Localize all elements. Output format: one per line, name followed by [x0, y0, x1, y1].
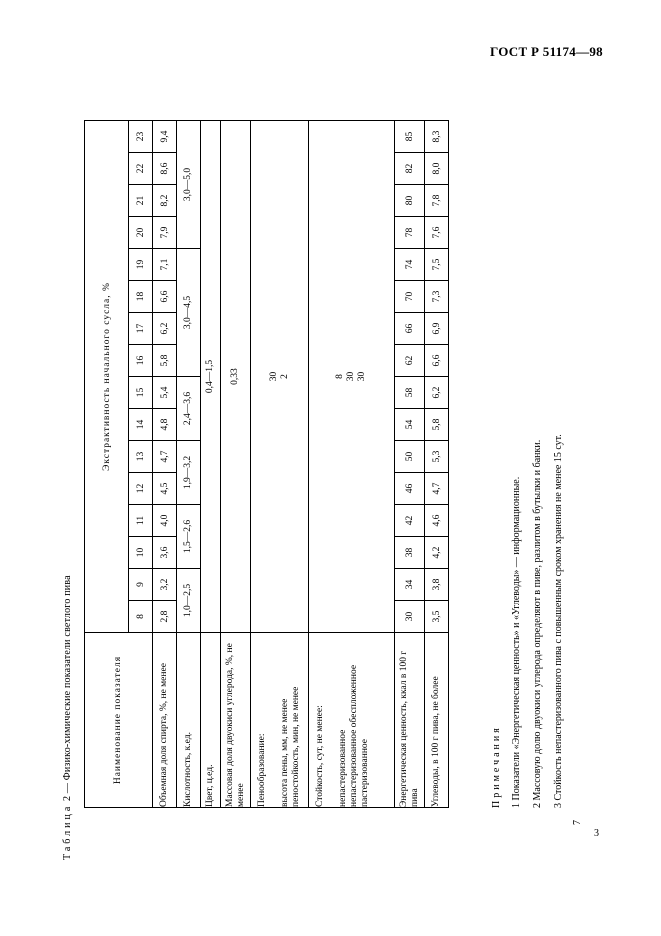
- cell-value: 38: [395, 537, 425, 569]
- row-color: [201, 121, 221, 808]
- note-item: 2 Массовую долю двуокиси углерода определяют в пиве, разлитом в бутылки и банки.: [532, 439, 543, 808]
- cell-value: 8,3: [425, 121, 449, 153]
- cell-value: 8,0: [425, 153, 449, 185]
- row-foam: [251, 121, 309, 808]
- table-caption: [62, 575, 73, 860]
- cell-value: 3,2: [153, 569, 177, 601]
- cell-value: 30: [268, 371, 279, 382]
- cell-value: 4,6: [425, 505, 449, 537]
- cell-value: 9,4: [153, 121, 177, 153]
- row-sublabel: непастеризованное: [337, 729, 348, 807]
- cell-value: 6,6: [425, 345, 449, 377]
- cell-value: 5,3: [425, 441, 449, 473]
- cell-value: 34: [395, 569, 425, 601]
- cell-range: 3,0—4,5: [177, 249, 201, 377]
- cell-value: 85: [395, 121, 425, 153]
- extract-value: 22: [129, 153, 153, 185]
- row-sublabel: пеностойкость, мин, не менее: [290, 686, 301, 807]
- cell-value: 7,8: [425, 185, 449, 217]
- notes-block: [492, 434, 575, 808]
- row-label: Объемная доля спирта, %, не менее: [153, 633, 177, 808]
- row-label: Пенообразование:: [257, 733, 267, 807]
- cell-value: 74: [395, 249, 425, 281]
- cell-merged: 0,4—1,5: [201, 121, 221, 633]
- cell-value: 4,7: [153, 441, 177, 473]
- cell-value: 6,2: [425, 377, 449, 409]
- header-indicator-name: Наименование показателя: [85, 633, 153, 808]
- extract-value: 9: [129, 569, 153, 601]
- cell-value: 30: [356, 371, 367, 382]
- note-item: 1 Показатели «Энергетическая ценность» и «Углеводы» — информационные.: [511, 476, 522, 808]
- cell-value: 50: [395, 441, 425, 473]
- extract-value: 23: [129, 121, 153, 153]
- row-sublabel: непастеризованное обеспложенное: [348, 664, 359, 807]
- cell-value: 4,7: [425, 473, 449, 505]
- notes-title: Примечания: [491, 725, 502, 808]
- cell-value: 54: [395, 409, 425, 441]
- cell-range: 3,0—5,0: [177, 121, 201, 249]
- cell-value: 7,3: [425, 281, 449, 313]
- row-label-group: [251, 633, 309, 808]
- cell-merged: 0,33: [221, 121, 251, 633]
- document-code: ГОСТ Р 51174—98: [489, 44, 603, 59]
- cell-value: 30: [346, 371, 357, 382]
- extract-value: 10: [129, 537, 153, 569]
- cell-value: 30: [395, 601, 425, 633]
- cell-merged: [251, 121, 309, 633]
- row-label: Кислотность, к.ед.: [177, 633, 201, 808]
- cell-value: 4,5: [153, 473, 177, 505]
- cell-value: 4,0: [153, 505, 177, 537]
- cell-value: 3,8: [425, 569, 449, 601]
- row-sublabel: высота пены, мм, не менее: [279, 698, 290, 807]
- physico-chemical-table: [84, 120, 449, 808]
- extract-value: 15: [129, 377, 153, 409]
- rotated-page-content: [62, 80, 592, 860]
- extract-value: 14: [129, 409, 153, 441]
- row-label-group: [309, 633, 395, 808]
- cell-value: 8,6: [153, 153, 177, 185]
- cell-value: 4,2: [425, 537, 449, 569]
- cell-value: 7,5: [425, 249, 449, 281]
- extract-value: 18: [129, 281, 153, 313]
- cell-value: 6,9: [425, 313, 449, 345]
- row-label: Массовая доля двуокиси углерода, %, не менее: [221, 633, 251, 808]
- row-label: Стойкость, сут, не менее:: [315, 705, 325, 807]
- row-label: Цвет, ц.ед.: [201, 633, 221, 808]
- cell-value: 46: [395, 473, 425, 505]
- cell-value: 5,8: [153, 345, 177, 377]
- row-acidity: [177, 121, 201, 808]
- row-stability: [309, 121, 395, 808]
- extract-value: 17: [129, 313, 153, 345]
- row-carbs: [425, 121, 449, 808]
- page-number-left: 7: [572, 820, 583, 825]
- extract-value: 21: [129, 185, 153, 217]
- table-caption-text: 2 — Физико-химические показатели светлого пива: [62, 575, 73, 802]
- cell-range: 1,9—3,2: [177, 441, 201, 505]
- cell-value: 58: [395, 377, 425, 409]
- header-extract: Экстрактивность начального сусла, %: [85, 121, 129, 633]
- cell-value: 2,8: [153, 601, 177, 633]
- cell-value: 3,6: [153, 537, 177, 569]
- extract-value: 20: [129, 217, 153, 249]
- row-energy: [395, 121, 425, 808]
- extract-value: 19: [129, 249, 153, 281]
- note-item: 3 Стойкость непастеризованного пива с повышенным сроком хранения не менее 15 сут.: [553, 434, 564, 808]
- cell-value: 66: [395, 313, 425, 345]
- row-sublabel: пастеризованное: [359, 739, 370, 807]
- cell-value: 5,4: [153, 377, 177, 409]
- cell-value: 62: [395, 345, 425, 377]
- cell-range: 1,5—2,6: [177, 505, 201, 569]
- extract-value: 11: [129, 505, 153, 537]
- cell-value: 7,1: [153, 249, 177, 281]
- cell-value: 7,6: [425, 217, 449, 249]
- row-label: Углеводы, в 100 г пива, не более: [425, 633, 449, 808]
- cell-value: 78: [395, 217, 425, 249]
- cell-value: 8,2: [153, 185, 177, 217]
- table-caption-label: Таблица: [62, 803, 73, 860]
- cell-range: 2,4—3,6: [177, 377, 201, 441]
- row-co2: [221, 121, 251, 808]
- cell-value: 3,5: [425, 601, 449, 633]
- cell-value: 6,2: [153, 313, 177, 345]
- page-number-right: 3: [594, 828, 599, 839]
- cell-value: 2: [279, 374, 290, 379]
- cell-value: 70: [395, 281, 425, 313]
- cell-value: 4,8: [153, 409, 177, 441]
- cell-value: 7,9: [153, 217, 177, 249]
- extract-value: 16: [129, 345, 153, 377]
- cell-value: 8: [335, 374, 346, 379]
- cell-value: 5,8: [425, 409, 449, 441]
- cell-range: 1,0—2,5: [177, 569, 201, 633]
- row-label: Энергетическая ценность, ккал в 100 г пива: [395, 633, 425, 808]
- cell-value: 42: [395, 505, 425, 537]
- row-alcohol: [153, 121, 177, 808]
- cell-value: 80: [395, 185, 425, 217]
- cell-value: 6,6: [153, 281, 177, 313]
- extract-value: 13: [129, 441, 153, 473]
- cell-value: 82: [395, 153, 425, 185]
- cell-merged: [309, 121, 395, 633]
- extract-value: 12: [129, 473, 153, 505]
- extract-value: 8: [129, 601, 153, 633]
